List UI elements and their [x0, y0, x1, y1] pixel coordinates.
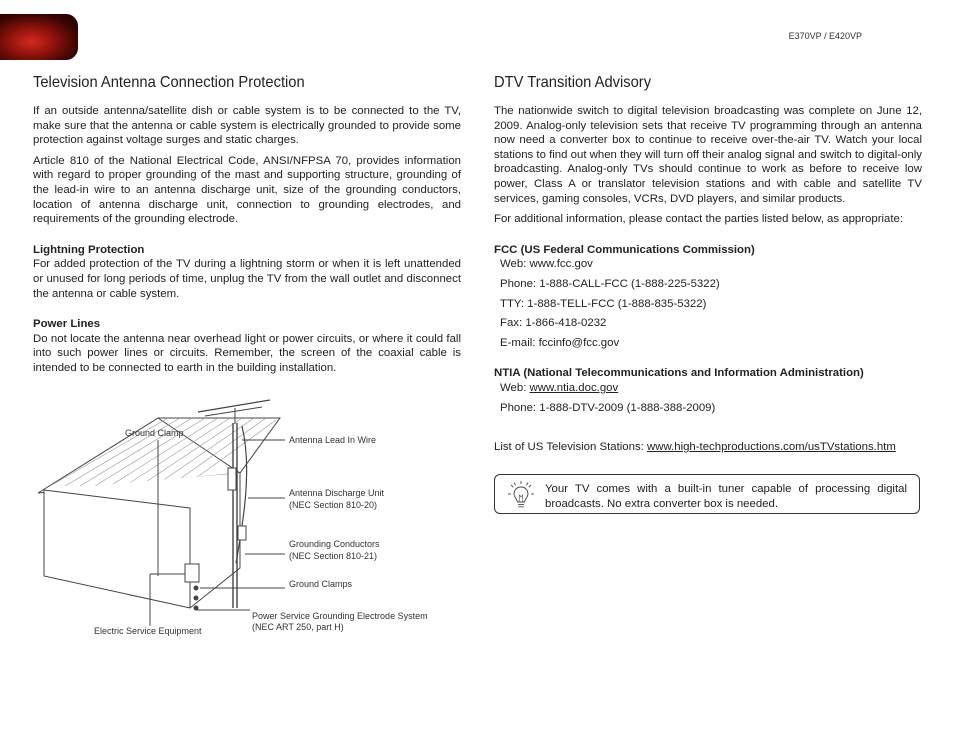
- nec-article-paragraph: Article 810 of the National Electrical Code, ANSI/NFPSA 70, provides information with regard to proper grounding of the mast and supporting structure, grounding of the lead-in wire to an antenna discharge unit, size of the grounding conductors, location of antenna discharge unit, connection to grounding electrodes, and requirements of the grounding electrode.: [33, 154, 461, 226]
- dtv-paragraph: The nationwide switch to digital television broadcasting was complete on June 12, 2009. Analog-only television sets that receive TV programming through an antenna now need a converter box to continue to receive over-the-air TV. Watch your local stations to find out when they will turn off their analog signal and switch to digital-only broadcasting. Analog-only TVs should continue to work as before to receive low power, Class A or translator television stations and with cable and satellite TV services, gaming consoles, VCRs, DVD players, and similar products.: [494, 105, 922, 205]
- ntia-web-link[interactable]: www.ntia.doc.gov: [529, 381, 619, 394]
- ntia-web: [500, 381, 922, 396]
- fcc-email: E-mail: fccinfo@fcc.gov: [500, 336, 620, 349]
- lightning-heading: Lightning Protection: [33, 243, 145, 256]
- additional-info-paragraph: For additional information, please contact the parties listed below, as appropriate:: [494, 213, 904, 226]
- label-discharge-unit: Antenna Discharge Unit: [289, 488, 385, 498]
- fcc-web: Web: www.fcc.gov: [500, 258, 593, 271]
- fcc-fax: Fax: 1-866-418-0232: [500, 317, 607, 330]
- label-grounding-conductors: Grounding Conductors: [289, 539, 380, 549]
- antenna-protection-title: Television Antenna Connection Protection: [33, 74, 305, 91]
- discharge-unit: [228, 468, 236, 490]
- label-ground-clamps: Ground Clamps: [289, 579, 353, 589]
- fcc-phone: Phone: 1-888-CALL-FCC (1-888-225-5322): [500, 277, 720, 290]
- tip-text: Your TV comes with a built-in tuner capable of processing digital broadcasts. No extra converter box is needed.: [545, 483, 907, 510]
- lightning-paragraph: For added protection of the TV during a lightning storm or when it is left unattended or unused for long periods of time, unplug the TV from the wall outlet and disconnect the antenna or cable system.: [33, 258, 461, 300]
- dtv-advisory-title: DTV Transition Advisory: [494, 74, 652, 91]
- label-electrode-section: (NEC ART 250, part H): [252, 622, 344, 632]
- right-column: [494, 74, 922, 455]
- stations-label: List of US Television Stations:: [494, 441, 648, 454]
- left-column: [33, 74, 461, 376]
- stations-line: [494, 440, 922, 455]
- power-lines-paragraph: Do not locate the antenna near overhead light or power circuits, or where it could fall into such power lines or circuits. Remember, the screen of the coaxial cable is intended to be connected to earth in the building installation.: [33, 332, 461, 374]
- label-ground-clamp: Ground Clamp: [125, 428, 184, 438]
- power-lines-heading: Power Lines: [33, 318, 101, 331]
- fcc-tty: TTY: 1-888-TELL-FCC (1-888-835-5322): [500, 297, 707, 310]
- fcc-heading: FCC (US Federal Communications Commission): [494, 243, 755, 256]
- tip-box: [494, 474, 920, 514]
- label-discharge-section: (NEC Section 810-20): [289, 500, 378, 510]
- antenna-grounding-diagram: [30, 398, 460, 648]
- ntia-web-label: Web:: [500, 381, 530, 394]
- service-equipment-box: [185, 564, 199, 582]
- lightbulb-icon: [507, 480, 535, 510]
- label-electrode-system: Power Service Grounding Electrode System: [252, 611, 428, 621]
- brand-logo: [0, 14, 78, 60]
- model-number: E370VP / E420VP: [788, 31, 862, 41]
- ntia-heading: NTIA (National Telecommunications and Information Administration): [494, 367, 864, 380]
- antenna-element: [198, 400, 270, 412]
- label-service-equipment: Electric Service Equipment: [94, 626, 202, 636]
- label-conductors-section: (NEC Section 810-21): [289, 551, 378, 561]
- label-lead-in: Antenna Lead In Wire: [289, 435, 377, 445]
- grounding-paragraph: If an outside antenna/satellite dish or cable system is to be connected to the TV, make sure that the antenna or cable system is electrically grounded to provide some protection against voltage surges and static charges.: [33, 105, 461, 147]
- stations-link[interactable]: www.high-techproductions.com/usTVstations.htm: [647, 441, 896, 454]
- ntia-phone: Phone: 1-888-DTV-2009 (1-888-388-2009): [500, 401, 716, 414]
